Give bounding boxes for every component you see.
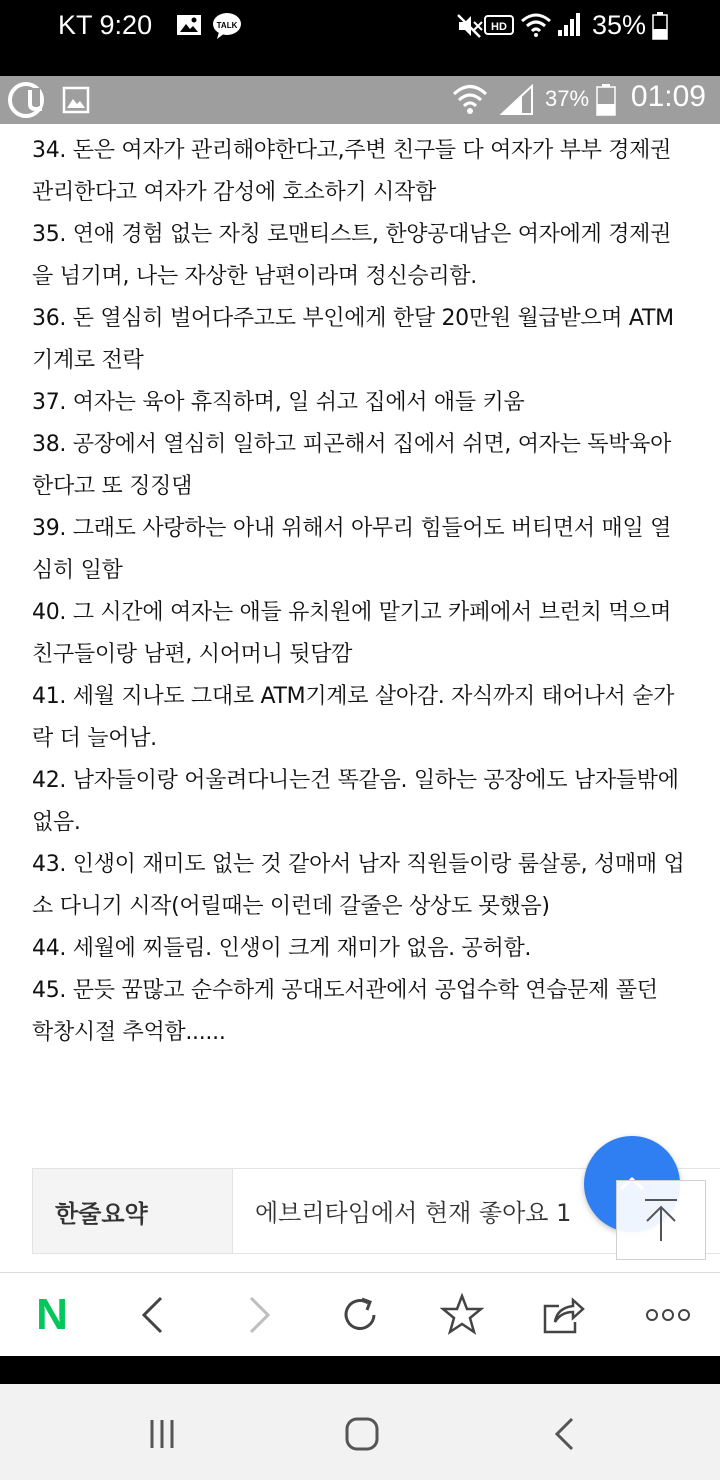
battery-percent: 35%: [591, 10, 646, 40]
inner-time: 01:09: [630, 80, 706, 113]
article-line: 37. 여자는 육아 휴직하며, 일 쉬고 집에서 애들 키움: [32, 390, 525, 415]
battery-icon: [596, 84, 616, 120]
inner-battery-percent: 37%: [545, 86, 590, 111]
article-line: 40. 그 시간에 여자는 애들 유치원에 맡기고 카페에서 브런치 먹으며: [32, 600, 672, 625]
browser-toolbar: [0, 1272, 720, 1356]
mute-icon: [456, 12, 484, 44]
article-line: 기계로 전락: [32, 348, 144, 373]
article-line: 39. 그래도 사랑하는 아내 위해서 아무리 힘들어도 버티면서 매일 열: [32, 516, 672, 541]
forward-icon: [247, 1295, 273, 1335]
scroll-to-top-button[interactable]: [616, 1180, 706, 1260]
system-nav-bar: [0, 1384, 720, 1480]
status-carrier-time: [58, 10, 152, 41]
arrow-up-icon: [641, 1197, 681, 1243]
bookmark-button[interactable]: [434, 1287, 490, 1343]
article-line: 44. 세월에 찌들림. 인생이 크게 재미가 없음. 공허함.: [32, 936, 532, 961]
recent-apps-button[interactable]: [138, 1410, 186, 1458]
signal-icon: [556, 12, 582, 42]
article-line: 43. 인생이 재미도 없는 것 같아서 남자 직원들이랑 룸살롱, 성매매 업: [32, 852, 685, 877]
article-line: 친구들이랑 남편, 시어머니 뒷담깜: [32, 642, 353, 667]
article-line: 없음.: [32, 810, 81, 835]
article-line: 36. 돈 열심히 벌어다주고도 부인에게 한달 20만원 월급받으며 ATM: [32, 306, 674, 331]
wifi-icon: [452, 82, 488, 120]
inner-status-bar: [0, 76, 720, 124]
article-line: 학창시절 추억함......: [32, 1020, 226, 1045]
hd-icon: [484, 12, 514, 42]
article-line: 심히 일함: [32, 558, 123, 583]
back-icon: [139, 1295, 165, 1335]
signal-icon: [500, 84, 534, 120]
svg-text:TALK: TALK: [216, 21, 238, 30]
back-icon: [552, 1416, 576, 1452]
article-line: 42. 남자들이랑 어울려다니는건 똑같음. 일하는 공장에도 남자들밖에: [32, 768, 679, 793]
share-icon: [541, 1294, 587, 1336]
status-time: 9:20: [99, 10, 153, 40]
naver-logo: N: [36, 1290, 68, 1339]
article-line: 34. 돈은 여자가 관리해야한다고,주변 친구들 다 여자가 부부 경제권: [32, 138, 672, 163]
refresh-button[interactable]: [332, 1287, 388, 1343]
forward-button[interactable]: [232, 1287, 288, 1343]
summary-label: 한줄요약: [33, 1169, 233, 1253]
divider: [0, 1356, 720, 1384]
naver-home-button[interactable]: [24, 1287, 80, 1343]
web-content[interactable]: [0, 124, 720, 1272]
app-u-icon: [8, 82, 48, 122]
article-body: [32, 130, 692, 1054]
wifi-icon: [520, 12, 552, 42]
recent-apps-icon: [146, 1418, 178, 1450]
svg-text:HD: HD: [491, 21, 507, 33]
more-icon: [645, 1308, 691, 1322]
gallery-icon: [176, 12, 202, 42]
article-line: 45. 문듯 꿈많고 순수하게 공대도서관에서 공업수학 연습문제 풀던: [32, 978, 658, 1003]
refresh-icon: [338, 1293, 382, 1337]
article-line: 41. 세월 지나도 그대로 ATM기계로 살아감. 자식까지 태어나서 숟가: [32, 684, 675, 709]
battery-icon: [652, 12, 668, 44]
kakaotalk-icon: [212, 12, 242, 44]
bookmark-star-icon: [440, 1293, 484, 1337]
article-line: 소 다니기 시작(어릴때는 이런데 갈줄은 상상도 못했음): [32, 894, 550, 919]
system-back-button[interactable]: [540, 1410, 588, 1458]
article-line: 한다고 또 징징댐: [32, 474, 193, 499]
summary-value: 에브리타임에서 현재 좋아요 1: [255, 1199, 572, 1227]
article-line: 락 더 늘어남.: [32, 726, 157, 751]
carrier-label: KT: [58, 10, 93, 40]
home-icon: [344, 1416, 380, 1452]
gallery-icon: [62, 86, 90, 118]
home-button[interactable]: [338, 1410, 386, 1458]
more-button[interactable]: [640, 1287, 696, 1343]
article-line: 관리한다고 여자가 감성에 호소하기 시작함: [32, 180, 436, 205]
back-button[interactable]: [124, 1287, 180, 1343]
status-bar: [0, 0, 720, 76]
article-line: 35. 연애 경험 없는 자칭 로맨티스트, 한양공대남은 여자에게 경제권: [32, 222, 672, 247]
article-line: 38. 공장에서 열심히 일하고 피곤해서 집에서 쉬면, 여자는 독박육아: [32, 432, 672, 457]
share-button[interactable]: [536, 1287, 592, 1343]
article-line: 을 넘기며, 나는 자상한 남편이라며 정신승리함.: [32, 264, 477, 289]
